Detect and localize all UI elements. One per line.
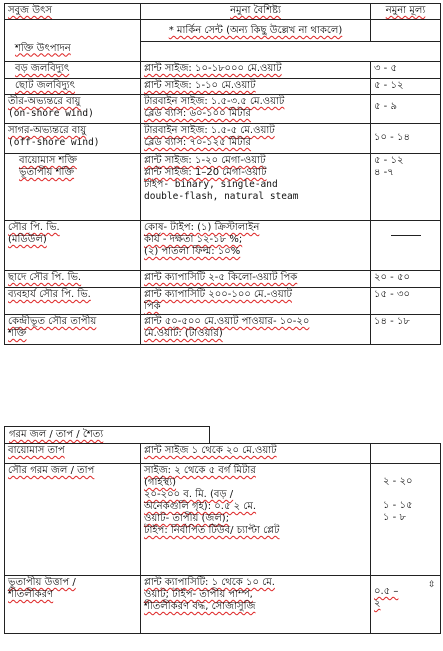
table-row: বায়োমাস শক্তি ভূতাপীয় শক্তি প্লান্ট সাইজ: ১-২০ মেগা-ওয়াট প্লান্ট সাইজ: 1–20 মেগা-ওয়াট টাইপ- binary, single-and double-flash, natural steam ৫ - ১২ ৪ -৭ <box>5 154 441 221</box>
section-empty <box>141 42 371 62</box>
table-row: ব্যবহার্য সৌর পি. ভি. প্লান্ট ক্যাপাসিটি ২০০-১০০ মে.-ওয়াট পিক ১৫ - ৩০ <box>5 288 441 315</box>
table-row: বড় জলবিদ্যুৎ প্লান্ট সাইজ: ১০-১৮০০০ মে.ওয়াট ৩ - ৫ <box>5 62 441 79</box>
table-row: ছাদে সৌর পি. ভি. প্লান্ট ক্যাপাসিটি ২-৫ কিলো-ওয়াট পিক ২০ - ৫০ <box>5 271 441 288</box>
table-row: ভূতাপীয় উত্তাপ / শীতলীকরণ প্লান্ট ক্যাপাসিটি: ১ থেকে ১০ মে. ওয়াট; টাইপ- তাপীয় পাম্প, শীতলীকরণ বদ্ধ, সোজাসুজি ০.৫ – ২ <box>5 576 441 634</box>
table-row: সৌর পি. ভি. (মডিউল) কোষ- টাইপ: (১) ক্রিস্টালাইন কার্য - দক্ষতা ১২-১৮ %; (২) পাতলা ফিল্ম: ১০% <box>5 221 441 271</box>
note-empty-cell <box>5 20 141 42</box>
table-row: কেন্দ্রীভূত সৌর তাপীয় শক্তি প্লান্ট ৫০-৫০০ মে.ওয়াট পাওয়ার- ১০-২০ মে.ওয়াট: (টাওয়ার) ১৪ - ১৮ <box>5 315 441 345</box>
energy-table <box>4 3 441 345</box>
table-row: সাগর-অভ্যন্তরে বায়ু (off-shore wind) টারবাইন সাইজ: ১.৫-৫ মে.ওয়াট ব্লেড ব্যাস: ৭০-১২৫ মিটার ১০ - ১৪ <box>5 124 441 154</box>
note-cell: * মার্কিন সেন্ট (অন্য কিছু উল্লেখ না থাকলে) <box>141 20 371 42</box>
table-row: তীর-অভ্যন্তরে বায়ু (on-shore wind) টারবাইন সাইজ: ১.৫-৩.৫ মে.ওয়াট ব্লেড ব্যাস: ৬০-১০০ মিটার ৫ - ৯ <box>5 95 441 124</box>
empty-value-dash <box>391 235 421 236</box>
header-detail: নমুনা বৈশিষ্ট্য <box>141 4 371 20</box>
section-tab: গরম জল / তাপ / শৈত্য <box>4 426 210 444</box>
table-row: বায়োমাস তাপ প্লান্ট সাইজ ১ থেকে ২০ মে.ওয়াট <box>5 444 441 464</box>
note-value-cell <box>371 20 441 42</box>
heat-table <box>4 443 441 634</box>
table-row: সৌর গরম জল / তাপ সাইজ: ২ থেকে ৫ বর্গ মিটার (গার্হস্থ্য) ২০-২০০ ব. মি. (বড় / অনেকগুলি গৃহ): ০.৫ ২ মে. ওয়াট- তাপীয় (জল); টাইপ: নির্বাপিত টিউব/ চ্যাপ্টা প্লেট ২ - ২০ ১ - ১৫ ১ - ৮ <box>5 464 441 576</box>
table-header-row <box>5 4 441 20</box>
note-row <box>5 20 441 42</box>
header-source: সবুজ উৎস <box>5 4 141 20</box>
header-value: নমুনা মূল্য <box>371 4 441 20</box>
section-label: শক্তি উৎপাদন <box>5 42 141 62</box>
table-row: ছোট জলবিদ্যুৎ প্লান্ট সাইজ: ১-১০ মে.ওয়াট ৫ - ১২ <box>5 79 441 95</box>
section-empty-2 <box>371 42 441 62</box>
section-row <box>5 42 441 62</box>
row-resize-icon[interactable]: ⇳ <box>428 580 436 590</box>
